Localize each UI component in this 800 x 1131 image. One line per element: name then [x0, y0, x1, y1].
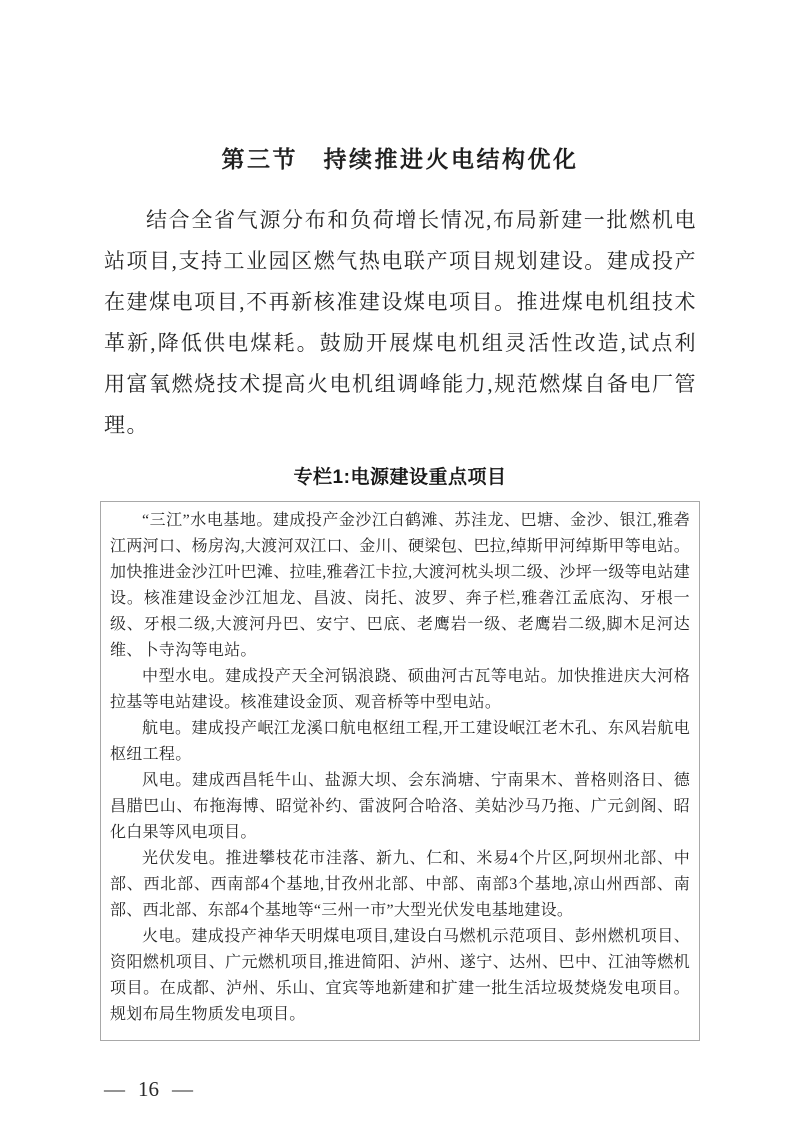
box-title: 专栏1:电源建设重点项目	[293, 467, 507, 488]
footer-dash-right: —	[172, 1077, 193, 1101]
box-paragraph-wind: 风电。建成西昌牦牛山、盐源大坝、会东淌塘、宁南果木、普格则洛日、德昌腊巴山、布拖海博、昭觉补约、雷波阿合哈洛、美姑沙马乃拖、广元剑阁、昭化白果等风电项目。	[110, 772, 690, 841]
page-footer	[104, 1077, 800, 1102]
box-paragraph-solar: 光伏发电。推进攀枝花市洼落、新九、仁和、米易4个片区,阿坝州北部、中部、西北部、西南部4个基地,甘孜州北部、中部、南部3个基地,凉山州西部、南部、西北部、东部4个基地等“三州一市”大型光伏发电基地建设。	[110, 850, 690, 919]
section-title: 第三节 持续推进火电结构优化	[221, 147, 579, 172]
body-paragraph: 结合全省气源分布和负荷增长情况,布局新建一批燃机电站项目,支持工业园区燃气热电联产项目规划建设。建成投产在建煤电项目,不再新核准建设煤电项目。推进煤电机组技术革新,降低供电煤耗。鼓励开展煤电机组灵活性改造,试点利用富氧燃烧技术提高火电机组调峰能力,规范燃煤自备电厂管理。	[104, 208, 697, 437]
box-paragraph-medium-hydro: 中型水电。建成投产天全河锅浪跷、硕曲河古瓦等电站。加快推进庆大河格拉基等电站建设。核准建设金顶、观音桥等中型电站。	[110, 668, 690, 711]
footer-dash-left: —	[104, 1077, 125, 1101]
box-paragraph-sanjiang-hydro: “三江”水电基地。建成投产金沙江白鹤滩、苏洼龙、巴塘、金沙、银江,雅砻江两河口、杨房沟,大渡河双江口、金川、硬梁包、巴拉,绰斯甲河绰斯甲等电站。加快推进金沙江叶巴滩、拉哇,雅砻江卡拉,大渡河枕头坝二级、沙坪一级等电站建设。核准建设金沙江旭龙、昌波、岗托、波罗、奔子栏,雅砻江孟底沟、牙根一级、牙根二级,大渡河丹巴、安宁、巴底、老鹰岩一级、老鹰岩二级,脚木足河达维、卜寺沟等电站。	[110, 512, 690, 659]
project-box	[100, 501, 700, 1041]
page-number: 16	[138, 1077, 159, 1101]
box-paragraph-navigation-power: 航电。建成投产岷江龙溪口航电枢纽工程,开工建设岷江老木孔、东风岩航电枢纽工程。	[110, 720, 690, 763]
box-paragraph-thermal: 火电。建成投产神华天明煤电项目,建设白马燃机示范项目、彭州燃机项目、资阳燃机项目、广元燃机项目,推进简阳、泸州、遂宁、达州、巴中、江油等燃机项目。在成都、泸州、乐山、宜宾等地新建和扩建一批生活垃圾焚烧发电项目。规划布局生物质发电项目。	[110, 928, 690, 1023]
